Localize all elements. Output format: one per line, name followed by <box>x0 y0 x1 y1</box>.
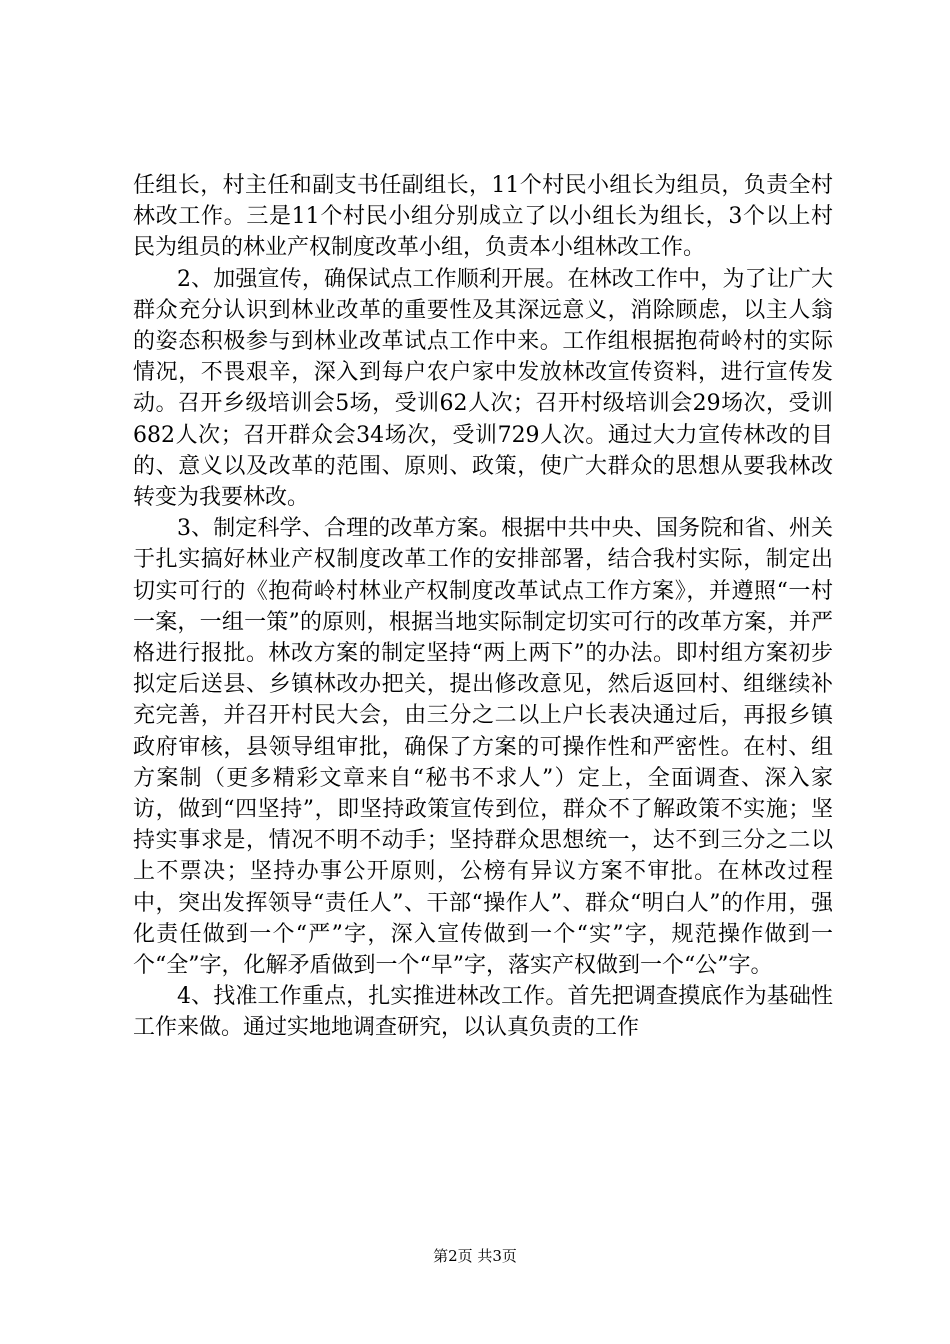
paragraph-2: 2、加强宣传，确保试点工作顺利开展。在林改工作中，为了让广大群众充分认识到林业改革的重要性及其深远意义，消除顾虑，以主人翁的姿态积极参与到林业改革试点工作中来。工作组根据抱荷岭村的实际情况，不畏艰辛，深入到每户农户家中发放林改宣传资料，进行宣传发动。召开乡级培训会5场，受训62人次；召开村级培训会29场次，受训682人次；召开群众会34场次，受训729人次。通过大力宣传林改的目的、意义以及改革的范围、原则、政策，使广大群众的思想从要我林改转变为我要林改。 <box>133 266 833 511</box>
page-footer: 第2页 共3页 <box>433 1247 517 1265</box>
paragraph-1: 任组长，村主任和副支书任副组长，11个村民小组长为组员，负责全村林改工作。三是11个村民小组分别成立了以小组长为组长，3个以上村民为组员的林业产权制度改革小组，负责本小组林改工作。 <box>133 173 833 261</box>
paragraph-3: 3、制定科学、合理的改革方案。根据中共中央、国务院和省、州关于扎实搞好林业产权制度改革工作的安排部署，结合我村实际，制定出切实可行的《抱荷岭村林业产权制度改革试点工作方案》，并遵照“一村一案，一组一策”的原则，根据当地实际制定切实可行的改革方案，并严格进行报批。林改方案的制定坚持“两上两下”的办法。即村组方案初步拟定后送县、乡镇林改办把关，提出修改意见，然后返回村、组继续补充完善，并召开村民大会，由三分之二以上户长表决通过后，再报乡镇政府审核，县领导组审批，确保了方案的可操作性和严密性。在村、组方案制（更多精彩文章来自“秘书不求人”）定上，全面调查、深入家访，做到“四坚持”，即坚持政策宣传到位，群众不了解政策不实施；坚持实事求是，情况不明不动手；坚持群众思想统一，达不到三分之二以上不票决；坚持办事公开原则，公榜有异议方案不审批。在林改过程中，突出发挥领导“责任人”、干部“操作人”、群众“明白人”的作用，强化责任做到一个“严”字，深入宣传做到一个“实”字，规范操作做到一个“全”字，化解矛盾做到一个“早”字，落实产权做到一个“公”字。 <box>133 516 833 979</box>
paragraph-4: 4、找准工作重点，扎实推进林改工作。首先把调查摸底作为基础性工作来做。通过实地地调查研究，以认真负责的工作 <box>133 984 833 1041</box>
document-body <box>133 170 833 1044</box>
